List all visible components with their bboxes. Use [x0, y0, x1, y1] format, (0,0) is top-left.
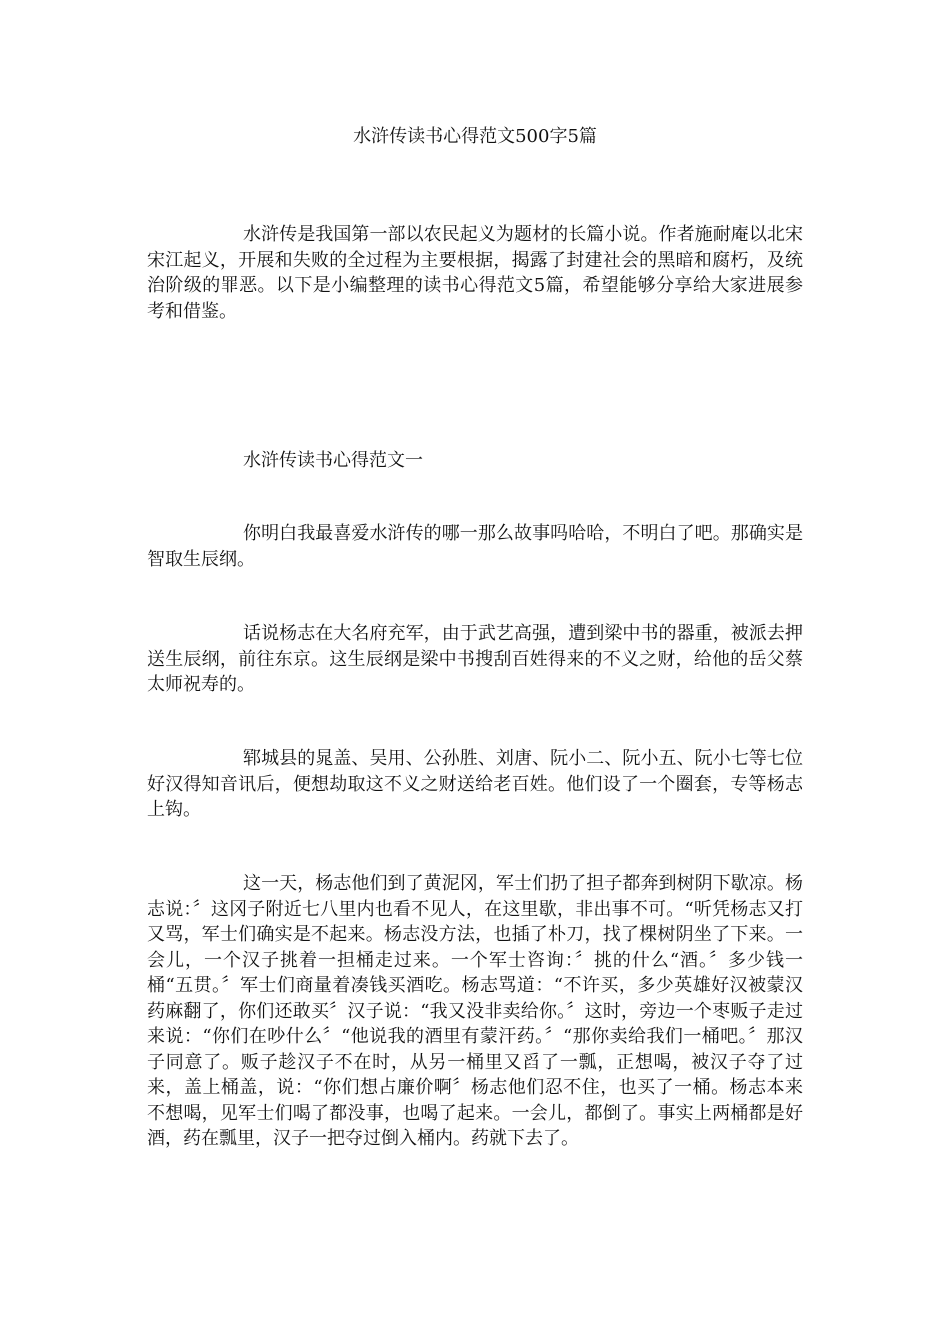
document-title: 水浒传读书心得范文500字5篇: [353, 126, 597, 147]
section-heading: 水浒传读书心得范文一: [243, 450, 423, 471]
intro-paragraph: 水浒传是我国第一部以农民起义为题材的长篇小说。作者施耐庵以北宋宋江起义，开展和失败的全过程为主要根据，揭露了封建社会的黑暗和腐朽，及统治阶级的罪恶。以下是小编整理的读书心得范文5篇，希望能够分享给大家进展参考和借鉴。: [147, 224, 803, 322]
body-paragraph: 郓城县的晁盖、吴用、公孙胜、刘唐、阮小二、阮小五、阮小七等七位好汉得知音讯后，便想劫取这不义之财送给老百姓。他们设了一个圈套，专等杨志上钩。: [147, 748, 803, 820]
body-paragraph: 你明白我最喜爱水浒传的哪一那么故事吗哈哈，不明白了吧。那确实是智取生辰纲。: [147, 523, 803, 570]
body-paragraph: 这一天，杨志他们到了黄泥冈，军士们扔了担子都奔到树阴下歇凉。杨志说：〞这冈子附近七八里内也看不见人，在这里歇，非出事不可。“听凭杨志又打又骂，军士们确实是不起来。杨志没方法，也插了朴刀，找了棵树阴坐了下来。一会儿，一个汉子挑着一担桶走过来。一个军士咨询：〞挑的什么“酒。〞多少钱一桶“五贯。〞军士们商量着凑钱买酒吃。杨志骂道：“不许买，多少英雄好汉被蒙汉药麻翻了，你们还敢买〞汉子说：“我又没非卖给你。〞这时，旁边一个枣贩子走过来说：“你们在吵什么〞“他说我的酒里有蒙汗药。〞“那你卖给我们一桶吧。〞那汉子同意了。贩子趁汉子不在时，从另一桶里又舀了一瓢，正想喝，被汉子夺了过来，盖上桶盖，说：“你们想占廉价啊〞杨志他们忍不住，也买了一桶。杨志本来不想喝，见军士们喝了都没事，也喝了起来。一会儿，都倒了。事实上两桶都是好酒，药在瓢里，汉子一把夺过倒入桶内。药就下去了。: [147, 873, 803, 1149]
body-paragraph: 话说杨志在大名府充军，由于武艺高强，遭到梁中书的器重，被派去押送生辰纲，前往东京。这生辰纲是梁中书搜刮百姓得来的不义之财，给他的岳父蔡太师祝寿的。: [147, 623, 803, 695]
